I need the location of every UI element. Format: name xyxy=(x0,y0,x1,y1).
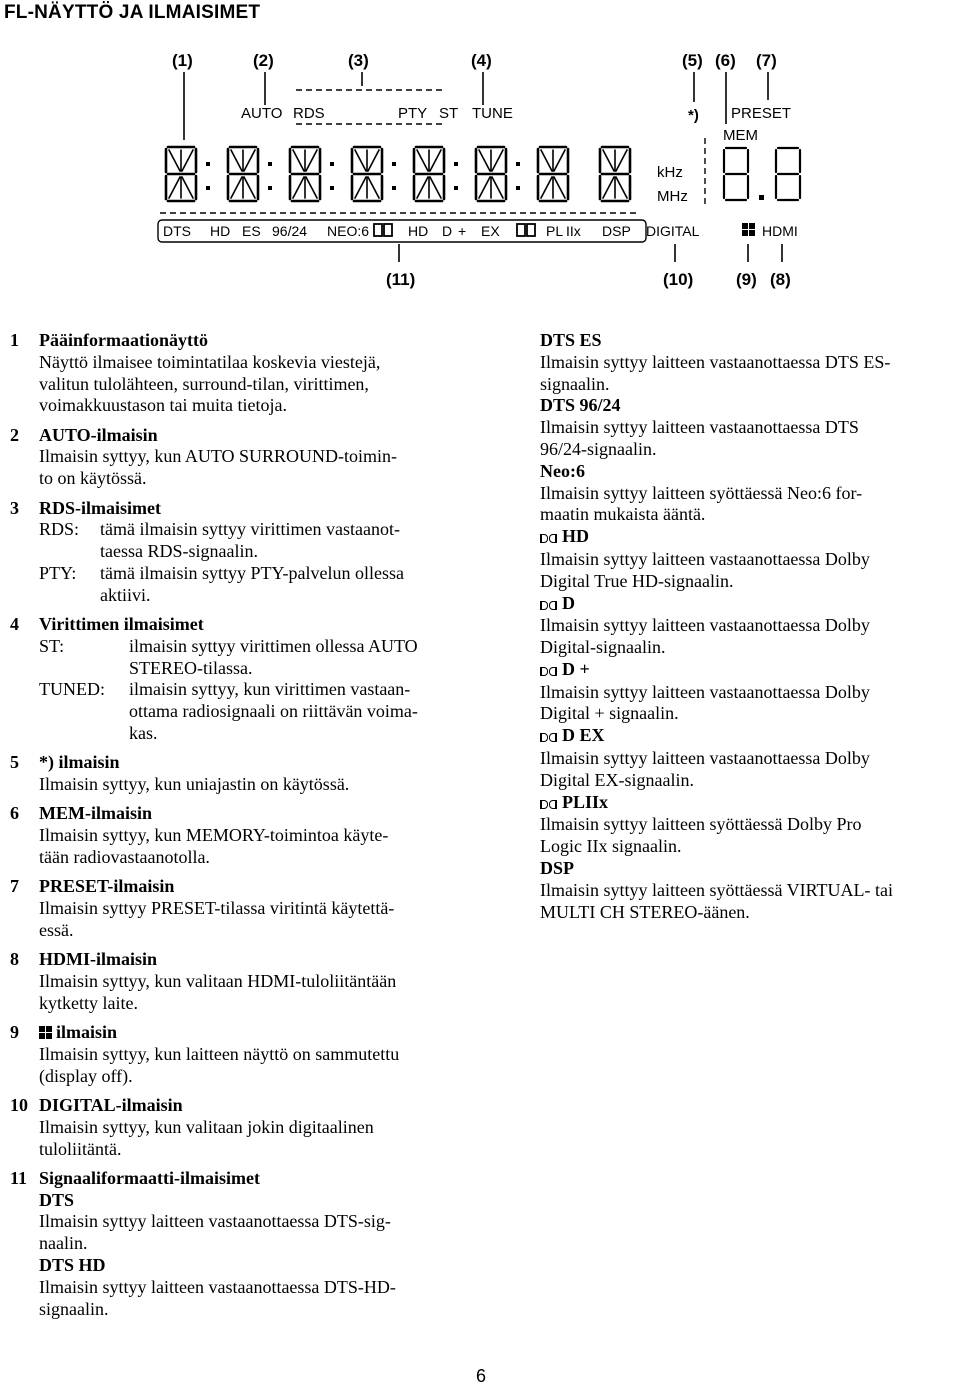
callout-5: (5) xyxy=(682,51,703,70)
segment-colon xyxy=(392,162,396,190)
format-text: Ilmaisin syttyy laitteen vastaanottaessa Dolby xyxy=(540,681,870,702)
item-number: 1 xyxy=(10,330,19,350)
item-text: (display off). xyxy=(39,1065,133,1086)
group-text: Ilmaisin syttyy laitteen vastaanottaessa DTS-sig- xyxy=(39,1211,391,1232)
right-column xyxy=(540,330,960,923)
dolby-icon xyxy=(540,660,558,682)
item-text: Ilmaisin syttyy, kun uniajastin on käytössä. xyxy=(39,774,350,795)
format-title: Neo:6 xyxy=(540,460,585,481)
sub-text: tämä ilmaisin syttyy PTY-palvelun ollessa aktiivi. xyxy=(100,562,404,605)
page-number: 6 xyxy=(476,1366,487,1386)
dolby-icon xyxy=(540,793,558,815)
dolby-logo-2 xyxy=(517,224,535,236)
item-text: to on käytössä. xyxy=(39,468,147,489)
dolby-icon xyxy=(540,594,558,616)
item-text: kytketty laite. xyxy=(39,992,138,1013)
item-title: MEM-ilmaisin xyxy=(39,803,152,824)
item-number: 5 xyxy=(10,752,19,773)
callout-3: (3) xyxy=(348,51,369,70)
group-text: signaalin. xyxy=(39,1298,109,1319)
list-item xyxy=(10,803,480,868)
label-hd: HD xyxy=(210,223,231,239)
list-item xyxy=(10,949,480,1014)
dolby-logo-1 xyxy=(374,224,392,236)
item-text: tään radiovastaanotolla. xyxy=(39,847,210,868)
format-item xyxy=(540,461,960,526)
item-title: RDS-ilmaisimet xyxy=(39,497,161,518)
item-title: AUTO-ilmaisin xyxy=(39,424,158,445)
format-text: Digital EX-signaalin. xyxy=(540,769,694,790)
format-text: Ilmaisin syttyy laitteen vastaanottaessa Dolby xyxy=(540,615,870,636)
format-item xyxy=(540,725,960,791)
segment-colon xyxy=(454,162,458,190)
format-title: D EX xyxy=(540,725,960,748)
callout-11: (11) xyxy=(386,270,416,289)
item-title: Signaaliformaatti-ilmaisimet xyxy=(39,1167,260,1188)
group-title: DTS HD xyxy=(39,1255,106,1276)
format-text: Ilmaisin syttyy laitteen syöttäessä VIRTUAL- tai xyxy=(540,879,894,900)
item-number: 11 xyxy=(10,1167,28,1188)
format-title: HD xyxy=(540,526,960,549)
callout-8: (8) xyxy=(770,270,791,289)
display-off-icon xyxy=(742,223,755,236)
item-title: ilmaisin xyxy=(39,1022,480,1044)
callout-10: (10) xyxy=(663,270,694,289)
format-text: MULTI CH STEREO-äänen. xyxy=(540,901,750,922)
item-title: Virittimen ilmaisimet xyxy=(39,614,204,635)
label-hd-dolby: HD xyxy=(408,223,429,239)
preset-digit xyxy=(724,148,748,200)
sub-item xyxy=(39,519,480,563)
format-text: Ilmaisin syttyy laitteen vastaanottaessa DTS ES- xyxy=(540,351,891,372)
format-text: signaalin. xyxy=(540,373,610,394)
format-text: Digital + signaalin. xyxy=(540,703,679,724)
sub-item xyxy=(39,679,480,744)
callout-9: (9) xyxy=(736,270,757,289)
item-number: 10 xyxy=(10,1095,28,1115)
callout-1: (1) xyxy=(172,51,193,70)
sub-item xyxy=(39,563,480,607)
label-dsp: DSP xyxy=(602,223,631,239)
list-item xyxy=(10,1022,480,1087)
format-text: Ilmaisin syttyy laitteen vastaanottaessa DTS xyxy=(540,417,859,438)
list-item xyxy=(10,1095,480,1160)
label-d: D xyxy=(442,223,453,239)
format-text: Ilmaisin syttyy laitteen syöttäessä Dolby Pro xyxy=(540,814,862,835)
segment-colon xyxy=(268,162,272,190)
label-tune: TUNE xyxy=(472,105,513,122)
callout-2: (2) xyxy=(253,51,274,70)
item-number: 4 xyxy=(10,614,19,635)
item-title: PRESET-ilmaisin xyxy=(39,876,175,897)
label-mem: MEM xyxy=(723,127,758,144)
label-preset: PRESET xyxy=(731,105,792,122)
list-item xyxy=(10,614,480,745)
format-text: Digital True HD-signaalin. xyxy=(540,570,734,591)
preset-digit xyxy=(776,148,800,200)
item-text: valitun tulolähteen, surround-tilan, virittimen, xyxy=(39,373,369,394)
label-pl: PL xyxy=(546,223,564,239)
fl-display-diagram xyxy=(0,40,960,300)
segment-digit xyxy=(476,147,506,201)
format-title: PLIIx xyxy=(540,792,960,815)
item-title: *) ilmaisin xyxy=(39,752,120,773)
list-item xyxy=(10,498,480,607)
display-off-icon xyxy=(39,1026,52,1039)
label-st: ST xyxy=(439,105,459,122)
format-text: 96/24-signaalin. xyxy=(540,438,657,459)
list-item xyxy=(10,1168,480,1321)
format-text: Digital-signaalin. xyxy=(540,637,666,658)
dolby-icon xyxy=(540,726,558,748)
dolby-icon xyxy=(540,527,558,549)
item-number: 8 xyxy=(10,949,19,970)
item-text: Ilmaisin syttyy, kun MEMORY-toimintoa käyte- xyxy=(39,825,389,846)
preset-dot xyxy=(759,195,764,200)
sub-text: ilmaisin syttyy, kun virittimen vastaan- ottama radiosignaali on riittävän voima- kas. xyxy=(129,679,418,744)
format-text: Ilmaisin syttyy laitteen syöttäessä Neo:6 for- xyxy=(540,482,863,503)
item-text: Ilmaisin syttyy, kun valitaan HDMI-tuloliitäntään xyxy=(39,971,397,992)
sub-key: PTY: xyxy=(39,562,77,583)
item-number: 3 xyxy=(10,497,19,518)
segment-digit xyxy=(352,147,382,201)
format-title: D + xyxy=(540,659,960,682)
item-text: voimakkuustason tai muita tietoja. xyxy=(39,395,287,416)
format-item xyxy=(540,330,960,395)
format-item xyxy=(540,395,960,460)
page-title: FL-NÄYTTÖ JA ILMAISIMET xyxy=(4,2,261,23)
format-item xyxy=(540,792,960,858)
item-text: Ilmaisin syttyy, kun valitaan jokin digitaalinen xyxy=(39,1116,374,1137)
label-mhz: MHz xyxy=(657,188,688,205)
format-title: DTS 96/24 xyxy=(540,395,621,416)
item-text: tuloliitäntä. xyxy=(39,1138,122,1159)
label-iix: IIx xyxy=(566,223,581,239)
callout-4: (4) xyxy=(471,51,492,70)
segment-digit xyxy=(228,147,258,201)
list-item xyxy=(10,876,480,941)
item-text: essä. xyxy=(39,919,74,940)
item-text: Näyttö ilmaisee toimintatilaa koskevia viestejä, xyxy=(39,351,381,372)
label-neo6: NEO:6 xyxy=(327,223,370,239)
format-item xyxy=(540,526,960,592)
callout-6: (6) xyxy=(715,51,736,70)
label-ex: EX xyxy=(481,223,500,239)
segment-colon xyxy=(206,162,210,190)
item-title: HDMI-ilmaisin xyxy=(39,949,158,970)
item-title: DIGITAL-ilmaisin xyxy=(39,1095,183,1115)
label-digital: DIGITAL xyxy=(646,223,700,239)
segment-digit xyxy=(414,147,444,201)
sub-key: ST: xyxy=(39,635,65,656)
label-khz: kHz xyxy=(657,164,683,181)
label-dts: DTS xyxy=(163,223,191,239)
segment-digit xyxy=(600,147,630,201)
item-number: 6 xyxy=(10,803,19,824)
list-item xyxy=(10,330,480,417)
label-auto: AUTO xyxy=(241,105,283,122)
format-title: D xyxy=(540,593,960,616)
group-text: naalin. xyxy=(39,1233,88,1254)
group-title: DTS xyxy=(39,1189,75,1210)
label-es: ES xyxy=(242,223,261,239)
item-number: 7 xyxy=(10,876,19,897)
segment-colon xyxy=(516,162,520,190)
label-9624: 96/24 xyxy=(272,223,308,239)
callout-7: (7) xyxy=(756,51,777,70)
format-text: maatin mukaista ääntä. xyxy=(540,504,706,525)
label-hdmi: HDMI xyxy=(762,223,798,239)
list-item xyxy=(10,752,480,796)
item-text: Ilmaisin syttyy, kun laitteen näyttö on sammutettu xyxy=(39,1043,400,1064)
segment-digit xyxy=(166,147,196,201)
sub-text: tämä ilmaisin syttyy virittimen vastaanot- taessa RDS-signaalin. xyxy=(100,519,400,562)
format-text: Ilmaisin syttyy laitteen vastaanottaessa Dolby xyxy=(540,548,870,569)
list-item xyxy=(10,425,480,490)
sleep-symbol: *) xyxy=(688,107,699,124)
segment-colon xyxy=(330,162,334,190)
sub-text: ilmaisin syttyy virittimen ollessa AUTO STEREO-tilassa. xyxy=(129,635,418,678)
format-title: DTS ES xyxy=(540,330,602,350)
segment-digit xyxy=(538,147,568,201)
format-text: Logic IIx signaalin. xyxy=(540,836,682,857)
format-item xyxy=(540,593,960,659)
label-pty: PTY xyxy=(398,105,428,122)
group-text: Ilmaisin syttyy laitteen vastaanottaessa DTS-HD- xyxy=(39,1276,396,1297)
format-text: Ilmaisin syttyy laitteen vastaanottaessa Dolby xyxy=(540,748,870,769)
item-title: Pääinformaationäyttö xyxy=(39,330,208,350)
label-plus: + xyxy=(458,223,467,239)
format-title: DSP xyxy=(540,857,575,878)
item-number: 9 xyxy=(10,1022,19,1043)
sub-key: TUNED: xyxy=(39,679,105,700)
item-number: 2 xyxy=(10,424,19,445)
label-rds: RDS xyxy=(293,105,325,122)
format-item xyxy=(540,659,960,725)
sub-item xyxy=(39,636,480,680)
left-column xyxy=(10,330,480,1328)
sub-key: RDS: xyxy=(39,519,80,540)
item-text: Ilmaisin syttyy PRESET-tilassa viritintä käytettä- xyxy=(39,898,395,919)
item-text: Ilmaisin syttyy, kun AUTO SURROUND-toimin- xyxy=(39,446,398,467)
format-item xyxy=(540,858,960,923)
segment-digit xyxy=(290,147,320,201)
